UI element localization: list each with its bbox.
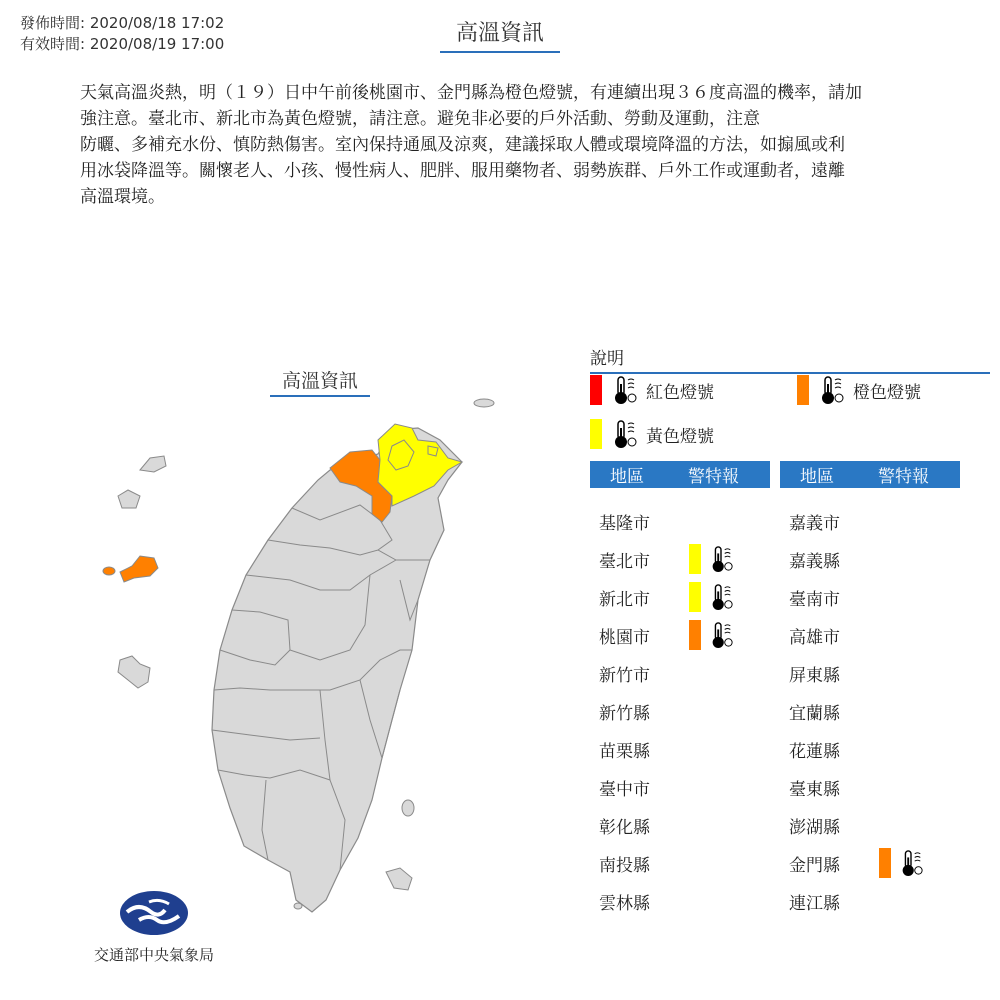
legend-heading: 說明 <box>590 344 990 374</box>
table-row-name: 金門縣 <box>789 855 840 876</box>
thermometer-icon <box>610 418 638 450</box>
legend-item-yellow <box>590 418 714 450</box>
table-row-name: 連江縣 <box>789 893 840 914</box>
island-pengjia <box>474 399 494 407</box>
thermometer-icon <box>708 582 734 612</box>
table-row-name: 基隆市 <box>599 513 650 534</box>
thermometer-icon <box>708 620 734 650</box>
table-row-name: 桃園市 <box>599 627 650 648</box>
description-line: 防曬、多補充水份、慎防熱傷害。室內保持通風及涼爽，建議採取人體或環境降溫的方法，如搧風或利 <box>80 135 845 155</box>
table-row-name: 新竹縣 <box>599 703 650 724</box>
table-row-name: 嘉義縣 <box>789 551 840 572</box>
legend-label-red: 紅色燈號 <box>646 382 714 403</box>
table-row-name: 苗栗縣 <box>599 741 650 762</box>
legend-swatch-orange <box>797 375 809 405</box>
island-matsu-1 <box>140 456 166 472</box>
table-row-name: 彰化縣 <box>599 817 650 838</box>
description-line: 用冰袋降溫等。關懷老人、小孩、慢性病人、肥胖、服用藥物者、弱勢族群、戶外工作或運動者，遠離 <box>80 161 845 181</box>
legend-item-red <box>590 374 714 406</box>
cwb-logo-icon <box>119 890 189 936</box>
taiwan-main-island <box>212 428 462 912</box>
page-title: 高溫資訊 <box>440 16 560 53</box>
table-row-name: 澎湖縣 <box>789 817 840 838</box>
agency-name: 交通部中央氣象局 <box>93 946 214 964</box>
thermometer-icon <box>708 544 734 574</box>
thermometer-icon <box>898 848 924 878</box>
legend-swatch-red <box>590 375 602 405</box>
description-line: 高溫環境。 <box>80 187 165 207</box>
table-row-name: 雲林縣 <box>599 893 650 914</box>
warning-indicator-yellow <box>689 582 734 612</box>
table-row-name: 臺南市 <box>789 589 840 610</box>
col-region: 地區 <box>800 467 834 487</box>
table-row-name: 屏東縣 <box>789 665 840 686</box>
cwb-branding <box>88 890 220 965</box>
description-line: 天氣高溫炎熱，明（１９）日中午前後桃園市、金門縣為橙色燈號，有連續出現３６度高溫的機率，請加 <box>80 83 862 103</box>
issued-time: 發佈時間: 2020/08/18 17:02 <box>20 14 225 32</box>
description-line: 強注意。臺北市、新北市為黃色燈號，請注意。避免非必要的戶外活動、勞動及運動，注意 <box>80 109 760 129</box>
table-row-name: 宜蘭縣 <box>789 703 840 724</box>
table-header-right <box>780 461 960 488</box>
table-row-name: 臺北市 <box>599 551 650 572</box>
table-row-name: 南投縣 <box>599 855 650 876</box>
island-matsu-2 <box>118 490 140 508</box>
region-kinmen <box>120 556 158 582</box>
legend-swatch-yellow <box>590 419 602 449</box>
region-lesser-kinmen <box>103 567 115 575</box>
thermometer-icon <box>817 374 845 406</box>
table-row-name: 花蓮縣 <box>789 741 840 762</box>
legend-item-orange <box>797 374 921 406</box>
valid-time: 有效時間: 2020/08/19 17:00 <box>20 35 225 53</box>
table-header-left <box>590 461 770 488</box>
table-row-name: 新竹市 <box>599 665 650 686</box>
table-row-name: 新北市 <box>599 589 650 610</box>
warning-indicator-orange <box>879 848 924 878</box>
warning-indicator-orange <box>689 620 734 650</box>
island-penghu <box>118 656 150 688</box>
island-orchid <box>386 868 412 890</box>
legend-label-yellow: 黃色燈號 <box>646 426 714 447</box>
col-region: 地區 <box>610 467 644 487</box>
table-row-name: 高雄市 <box>789 627 840 648</box>
thermometer-icon <box>610 374 638 406</box>
legend-label-orange: 橙色燈號 <box>853 382 921 403</box>
region-keelung <box>428 446 438 456</box>
table-row-name: 嘉義市 <box>789 513 840 534</box>
island-liuqiu <box>294 903 302 909</box>
table-row-name: 臺中市 <box>599 779 650 800</box>
warning-indicator-yellow <box>689 544 734 574</box>
map-title: 高溫資訊 <box>270 366 370 397</box>
col-warning: 警特報 <box>878 467 929 487</box>
table-row-name: 臺東縣 <box>789 779 840 800</box>
island-green <box>402 800 414 816</box>
col-warning: 警特報 <box>688 467 739 487</box>
